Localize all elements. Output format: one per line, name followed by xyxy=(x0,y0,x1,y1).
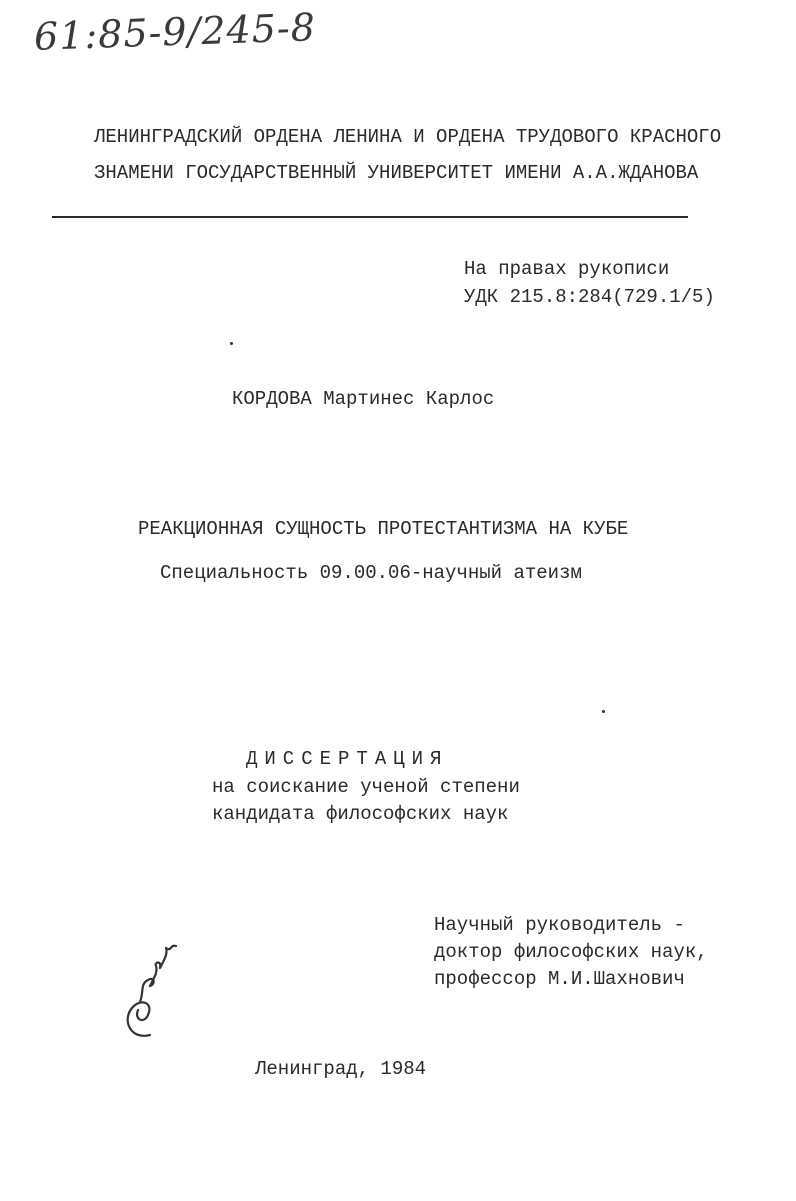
author-signature xyxy=(110,940,190,1050)
place-and-year: Ленинград, 1984 xyxy=(255,1058,427,1080)
udk-code: УДК 215.8:284(729.1/5) xyxy=(464,286,715,308)
supervisor-line-3: профессор М.И.Шахнович xyxy=(434,968,685,990)
specialty-line: Специальность 09.00.06-научный атеизм xyxy=(160,562,582,584)
author-name: КОРДОВА Мартинес Карлос xyxy=(232,388,495,410)
scan-speck xyxy=(602,710,605,713)
degree-line-1: на соискание ученой степени xyxy=(212,776,520,798)
institution-line-1: ЛЕНИНГРАДСКИЙ ОРДЕНА ЛЕНИНА И ОРДЕНА ТРУДОВОГО КРАСНОГО xyxy=(94,126,722,148)
dissertation-heading: ДИССЕРТАЦИЯ xyxy=(246,748,449,770)
supervisor-line-2: доктор философских наук, xyxy=(434,941,708,963)
degree-line-2: кандидата философских наук xyxy=(212,803,509,825)
supervisor-line-1: Научный руководитель - xyxy=(434,914,685,936)
manuscript-rights: На правах рукописи xyxy=(464,258,670,280)
thesis-title: РЕАКЦИОННАЯ СУЩНОСТЬ ПРОТЕСТАНТИЗМА НА КУБЕ xyxy=(138,518,629,540)
header-divider xyxy=(52,216,688,218)
scan-speck xyxy=(230,342,233,345)
archive-handwritten-mark: 61:85-9/245-8 xyxy=(33,5,317,59)
institution-line-2: ЗНАМЕНИ ГОСУДАРСТВЕННЫЙ УНИВЕРСИТЕТ ИМЕНИ А.А.ЖДАНОВА xyxy=(94,162,699,184)
